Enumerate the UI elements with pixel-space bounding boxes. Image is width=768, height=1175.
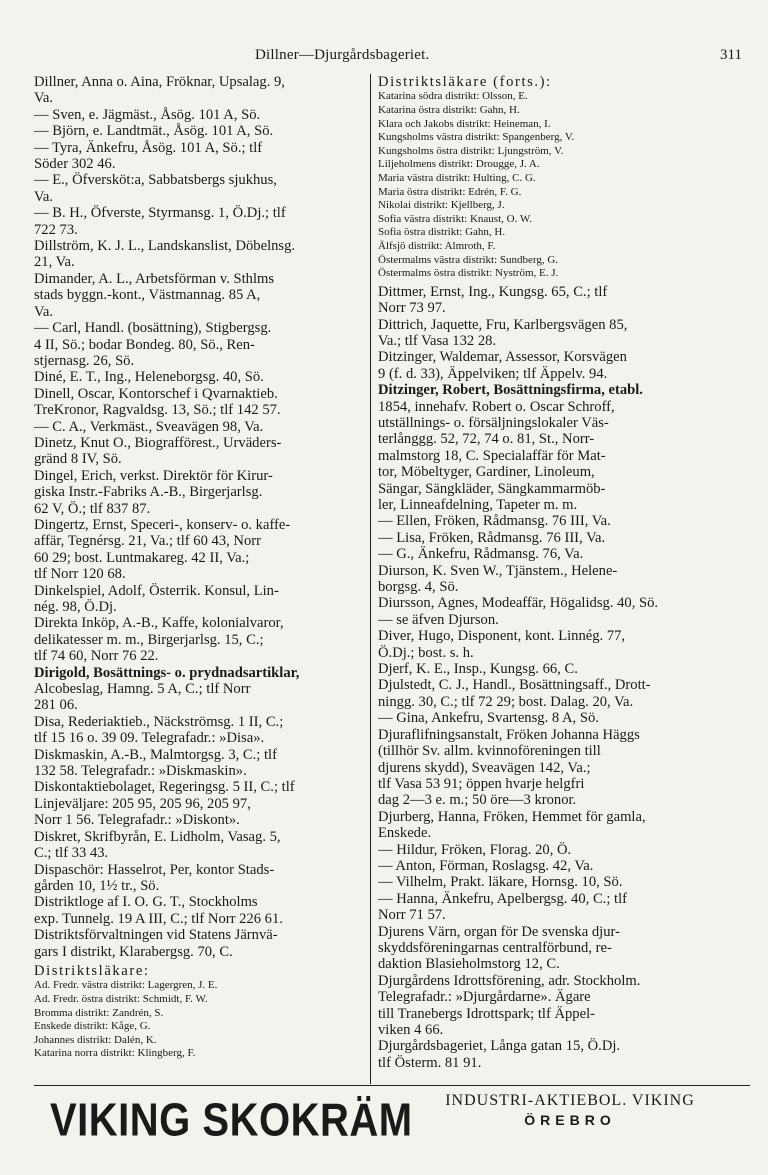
directory-entry-line: Alcobeslag, Hamng. 5 A, C.; tlf Norr: [34, 681, 251, 698]
directory-entry-line: 281 06.: [34, 697, 78, 714]
directory-entry-line: Ditzinger, Waldemar, Assessor, Korsvägen: [378, 349, 627, 366]
directory-entry-line: Enskede distrikt: Kåge, G.: [34, 1020, 151, 1033]
directory-entry-line: Östermalms östra distrikt: Nyström, E. J.: [378, 267, 559, 280]
directory-entry-line: Dinell, Oscar, Kontorschef i Qvarnaktieb.: [34, 385, 278, 402]
directory-entry-line: Ad. Fredr. västra distrikt: Lagergren, J. E.: [34, 979, 218, 992]
directory-entry-line: Ditzinger, Robert, Bosättningsfirma, etabl.: [378, 382, 643, 399]
directory-entry-line: delikatesser m. m., Birgerjarlsg. 15, C.;: [34, 631, 264, 648]
directory-entry-line: — Sven, e. Jägmäst., Åsög. 101 A, Sö.: [34, 106, 261, 123]
directory-entry-line: stads byggn.-kont., Västmannag. 85 A,: [34, 287, 261, 304]
directory-entry-line: tlf 15 16 o. 39 09. Telegrafadr.: »Disa».: [34, 730, 265, 747]
directory-entry-line: Diursson, Agnes, Modeaffär, Högalidsg. 40, Sö.: [378, 595, 659, 612]
directory-entry-line: Disa, Rederiaktieb., Näckströmsg. 1 II, C.;: [34, 713, 284, 730]
advertisement-brand: VIKING SKOKRÄM: [50, 1095, 413, 1146]
directory-entry-line: — B. H., Öfverste, Styrmansg. 1, Ö.Dj.; tlf: [34, 205, 286, 222]
directory-entry-line: Katarina östra distrikt: Gahn, H.: [378, 104, 520, 116]
directory-entry-line: Dinetz, Knut O., Biografförest., Urväders-: [34, 434, 282, 451]
directory-entry-line: Katarina norra distrikt: Klingberg, F.: [34, 1047, 196, 1060]
directory-entry-line: Va.: [34, 188, 54, 205]
directory-entry-line: utställnings- o. försäljningslokaler Väs-: [378, 414, 609, 431]
directory-entry-line: malmstorg 18, C. Specialaffär för Mat-: [378, 447, 606, 464]
directory-entry-line: ningg. 30, C.; tlf 72 29; bost. Dalag. 20, Va.: [378, 693, 634, 710]
directory-entry-line: Sofia östra distrikt: Gahn, H.: [378, 226, 506, 239]
directory-entry-line: 1854, innehafv. Robert o. Oscar Schroff,: [378, 398, 615, 415]
directory-entry-line: — Hildur, Fröken, Florag. 20, Ö.: [378, 841, 572, 858]
directory-entry-line: Djurberg, Hanna, Fröken, Hemmet för gamla,: [378, 808, 646, 825]
directory-entry-line: Diurson, K. Sven W., Tjänstem., Helene-: [378, 562, 618, 579]
directory-entry-line: 4 II, Sö.; bodar Bondeg. 80, Sö., Ren-: [34, 336, 255, 353]
directory-entry-line: Norr 1 56. Telegrafadr.: »Diskont».: [34, 812, 240, 829]
directory-entry-line: Telegrafadr.: »Djurgårdarne». Ägare: [378, 989, 591, 1006]
directory-entry-line: Kungsholms östra distrikt: Ljungström, V.: [378, 144, 564, 157]
directory-entry-line: 62 V, Ö.; tlf 837 87.: [34, 500, 151, 517]
directory-entry-line: Djulstedt, C. J., Handl., Bosättningsaff., Drott-: [378, 677, 651, 694]
directory-entry-line: Dimander, A. L., Arbetsförman v. Sthlms: [34, 270, 275, 287]
page-number: 311: [720, 47, 742, 63]
directory-entry-line: gränd 8 IV, Sö.: [34, 451, 122, 468]
directory-entry-line: — Lisa, Fröken, Rådmansg. 76 III, Va.: [378, 529, 606, 546]
directory-entry-line: (tillhör Sv. allm. kvinnoföreningen till: [378, 743, 601, 760]
directory-entry-line: nég. 98, Ö.Dj.: [34, 599, 117, 615]
directory-entry-line: — Carl, Handl. (bosättning), Stigbergsg.: [34, 320, 272, 337]
section-heading: Distriktsläkare (forts.):: [378, 74, 552, 90]
directory-entry-line: Ö.Dj.; bost. s. h.: [378, 644, 474, 661]
directory-entry-line: — se äfven Djurson.: [378, 611, 499, 628]
section-heading: Distriktsläkare:: [34, 962, 150, 979]
directory-entry-line: ler, Linneafdelning, Tapeter m. m.: [378, 497, 578, 513]
footer-divider: [34, 1085, 750, 1086]
directory-entry-line: Linjeväljare: 205 95, 205 96, 205 97,: [34, 795, 251, 812]
directory-entry-line: Dirigold, Bosättnings- o. prydnadsartiklar,: [34, 664, 300, 681]
directory-entry-line: Dingel, Erich, verkst. Direktör för Kirur-: [34, 467, 273, 484]
advertisement-company-block: [390, 1092, 750, 1128]
directory-entry-line: Liljeholmens distrikt: Drougge, J. A.: [378, 158, 540, 171]
directory-entry-line: Diskret, Skrifbyrån, E. Lidholm, Vasag. 5,: [34, 828, 281, 845]
directory-entry-line: Diné, E. T., Ing., Heleneborgsg. 40, Sö.: [34, 369, 264, 386]
directory-entry-line: Norr 73 97.: [378, 300, 446, 317]
directory-entry-line: Dillner, Anna o. Aina, Fröknar, Upsalag. 9,: [34, 74, 285, 90]
directory-entry-line: tlf Vasa 53 91; öppen hvarje helgfri: [378, 775, 585, 792]
directory-entry-line: Distriktsförvaltningen vid Statens Järnvä-: [34, 927, 278, 944]
directory-entry-line: — Hanna, Änkefru, Apelbergsg. 40, C.; tlf: [378, 890, 627, 907]
right-column: [378, 74, 748, 1071]
directory-entry-line: gården 10, 1½ tr., Sö.: [34, 877, 160, 894]
advertisement-city: ÖREBRO: [524, 1112, 616, 1128]
directory-entry-line: Djurgårdens Idrottsförening, adr. Stockholm.: [378, 972, 641, 989]
directory-entry-line: Djurens Värn, organ för De svenska djur-: [378, 923, 620, 940]
directory-entry-line: Klara och Jakobs distrikt: Heineman, I.: [378, 117, 551, 130]
directory-entry-line: — E., Öfversköt:a, Sabbatsbergs sjukhus,: [34, 172, 277, 189]
directory-entry-line: till Tranebergs Idrottspark; tlf Äppel-: [378, 1005, 595, 1022]
directory-entry-line: Älfsjö distrikt: Almroth, F.: [378, 239, 496, 252]
directory-entry-line: Johannes distrikt: Dalén, K.: [34, 1033, 157, 1046]
directory-entry-line: Dillström, K. J. L., Landskanslist, Döbelnsg.: [34, 238, 296, 255]
directory-entry-line: Distriktloge af I. O. G. T., Stockholms: [34, 894, 258, 911]
directory-entry-line: Diskmaskin, A.-B., Malmtorgsg. 3, C.; tlf: [34, 746, 277, 763]
directory-entry-line: viken 4 66.: [378, 1022, 444, 1038]
directory-entry-line: tlf 74 60, Norr 76 22.: [34, 648, 159, 665]
directory-entry-line: Katarina södra distrikt: Olsson, E.: [378, 90, 528, 103]
directory-entry-line: — G., Änkefru, Rådmansg. 76, Va.: [378, 546, 584, 563]
directory-entry-line: giska Instr.-Fabriks A.-B., Birgerjarlsg.: [34, 484, 263, 501]
directory-entry-line: Dittrich, Jaquette, Fru, Karlbergsvägen 85,: [378, 316, 628, 333]
directory-entry-line: Sofia västra distrikt: Knaust, O. W.: [378, 212, 532, 225]
page-title: Dillner—Djurgårdsbageriet.: [255, 47, 430, 63]
directory-entry-line: — Anton, Förman, Roslagsg. 42, Va.: [378, 857, 594, 874]
directory-entry-line: Djerf, K. E., Insp., Kungsg. 66, C.: [378, 661, 578, 678]
column-divider: [370, 74, 371, 1084]
directory-entry-line: stjernasg. 26, Sö.: [34, 352, 135, 369]
directory-entry-line: tor, Möbeltyger, Gardiner, Linoleum,: [378, 464, 595, 481]
directory-entry-line: exp. Tunnelg. 19 A III, C.; tlf Norr 226 61.: [34, 910, 283, 927]
directory-entry-line: 722 73.: [34, 221, 78, 238]
directory-entry-line: djurens skydd), Sveavägen 142, Va.;: [378, 759, 591, 776]
directory-entry-line: daktion Blasieholmstorg 12, C.: [378, 956, 560, 973]
directory-entry-line: Dispaschör: Hasselrot, Per, kontor Stads-: [34, 861, 275, 878]
directory-entry-line: 60 29; bost. Luntmakareg. 42 II, Va.;: [34, 549, 250, 566]
directory-entry-line: Dingertz, Ernst, Speceri-, konserv- o. kaffe-: [34, 516, 291, 533]
directory-entry-line: C.; tlf 33 43.: [34, 845, 109, 862]
directory-entry-line: Dittmer, Ernst, Ing., Kungsg. 65, C.; tlf: [378, 283, 608, 300]
directory-entry-line: Nikolai distrikt: Kjellberg, J.: [378, 199, 505, 212]
directory-entry-line: Djurgårdsbageriet, Långa gatan 15, Ö.Dj.: [378, 1038, 621, 1055]
directory-entry-line: Maria västra distrikt: Hulting, C. G.: [378, 171, 536, 184]
directory-entry-line: skyddsföreningarnas centralförbund, re-: [378, 939, 612, 956]
directory-entry-line: — Tyra, Änkefru, Åsög. 101 A, Sö.; tlf: [34, 139, 263, 156]
directory-entry-line: gars I distrikt, Klarabergsg. 70, C.: [34, 943, 233, 960]
directory-entry-line: Östermalms västra distrikt: Sundberg, G.: [378, 253, 559, 266]
left-column: [34, 74, 364, 1061]
directory-entry-line: — Gina, Ankefru, Svartensg. 8 A, Sö.: [378, 710, 599, 727]
directory-entry-line: Djuraflifningsanstalt, Fröken Johanna Häggs: [378, 726, 640, 743]
directory-entry-line: — Vilhelm, Prakt. läkare, Hornsg. 10, Sö.: [378, 874, 623, 891]
running-head: [0, 47, 768, 67]
directory-entry-line: tlf Österm. 81 91.: [378, 1054, 482, 1071]
advertisement-company: INDUSTRI-AKTIEBOL. VIKING: [445, 1092, 695, 1109]
directory-entry-line: Va.: [34, 303, 54, 320]
directory-entry-line: affär, Tegnérsg. 21, Va.; tlf 60 43, Norr: [34, 533, 261, 550]
directory-entry-line: Ad. Fredr. östra distrikt: Schmidt, F. W.: [34, 992, 208, 1005]
directory-entry-line: Kungsholms västra distrikt: Spangenberg, V.: [378, 131, 575, 144]
directory-entry-line: dag 2—3 e. m.; 50 öre—3 kronor.: [378, 792, 577, 809]
directory-entry-line: 9 (f. d. 33), Äppelviken; tlf Äppelv. 94.: [378, 365, 608, 382]
directory-entry-line: TreKronor, Ragvaldsg. 13, Sö.; tlf 142 57.: [34, 402, 281, 419]
directory-entry-line: Diskontaktiebolaget, Regeringsg. 5 II, C.; tlf: [34, 779, 295, 796]
directory-entry-line: — Ellen, Fröken, Rådmansg. 76 III, Va.: [378, 513, 611, 530]
directory-entry-line: Diver, Hugo, Disponent, kont. Linnég. 77,: [378, 628, 626, 645]
directory-entry-line: — C. A., Verkmäst., Sveavägen 98, Va.: [34, 418, 264, 435]
directory-entry-line: Norr 71 57.: [378, 907, 446, 924]
directory-entry-line: Dinkelspiel, Adolf, Österrik. Konsul, Lin-: [34, 582, 279, 599]
directory-entry-line: Maria östra distrikt: Edrén, F. G.: [378, 185, 522, 198]
directory-entry-line: terlånggg. 52, 72, 74 o. 81, St., Norr-: [378, 431, 595, 448]
directory-entry-line: tlf Norr 120 68.: [34, 566, 126, 583]
directory-entry-line: Sängar, Sängkläder, Sängkammarmöb-: [378, 480, 606, 497]
directory-entry-line: — Björn, e. Landtmät., Åsög. 101 A, Sö.: [34, 123, 274, 140]
directory-entry-line: Enskede.: [378, 825, 432, 842]
directory-entry-line: Söder 302 46.: [34, 156, 116, 173]
directory-entry-line: Bromma distrikt: Zandrén, S.: [34, 1006, 164, 1019]
directory-entry-line: Va.; tlf Vasa 132 28.: [378, 332, 497, 349]
directory-entry-line: borgsg. 4, Sö.: [378, 579, 459, 596]
directory-entry-line: Direkta Inköp, A.-B., Kaffe, kolonialvaror,: [34, 615, 284, 632]
directory-entry-line: 21, Va.: [34, 254, 75, 271]
directory-entry-line: 132 58. Telegrafadr.: »Diskmaskin».: [34, 763, 247, 780]
directory-entry-line: Va.: [34, 90, 54, 107]
